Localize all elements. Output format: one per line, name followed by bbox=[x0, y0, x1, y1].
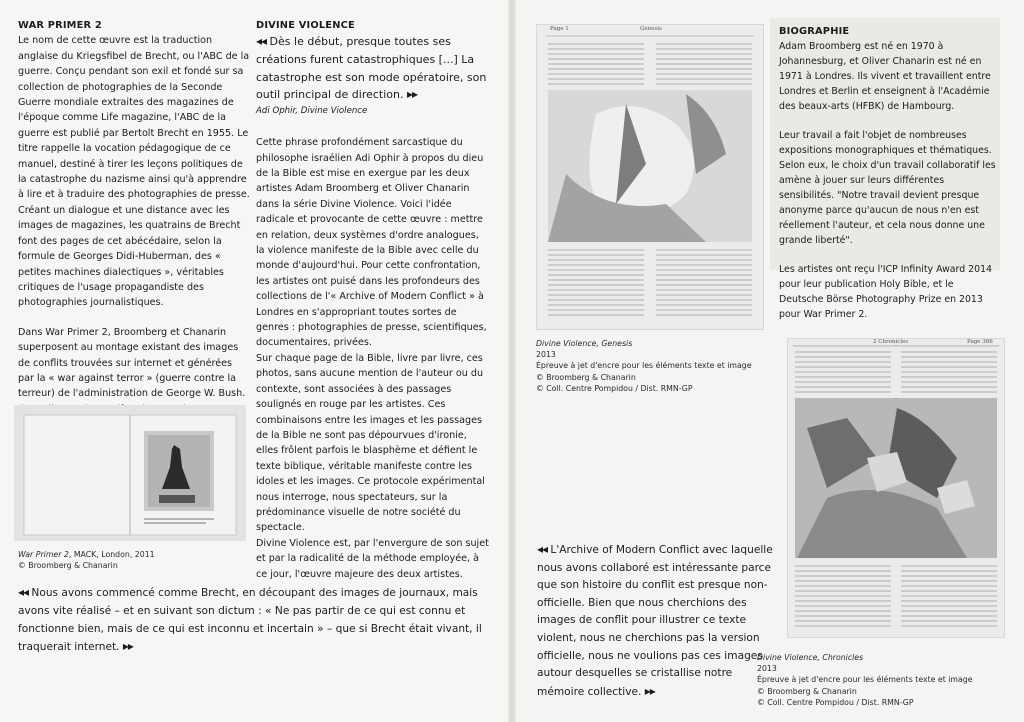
biographie-para-3: Les artistes ont reçu l'ICP Infinity Award 2014 pour leur publication Holy Bible, et le Deutsche Börse Photography Prize en 2013 pour War Primer 2. bbox=[779, 264, 993, 320]
archive-quote bbox=[537, 541, 773, 701]
biographie-section bbox=[779, 24, 997, 322]
divine-violence-quote-text: Dès le début, presque toutes ses créations furent catastrophiques [...] La catastrophe est son mode opératoire, son outil principal de direction. bbox=[256, 35, 487, 102]
brecht-quote-close-mark: ▸▸ bbox=[122, 639, 133, 654]
war-primer-book-image bbox=[14, 405, 246, 541]
chronicles-page-left: 2 Chronicles bbox=[873, 339, 909, 345]
war-primer-heading: WAR PRIMER 2 bbox=[18, 20, 102, 31]
chronicles-caption-year: 2013 bbox=[757, 664, 777, 674]
archive-quote-close-mark: ▸▸ bbox=[644, 683, 655, 698]
chronicles-caption-credit-2: © Coll. Centre Pompidou / Dist. RMN-GP bbox=[757, 697, 914, 707]
biographie-para-2: Leur travail a fait l'objet de nombreuses expositions monographiques et thématiques. Selon eux, le choix d'un travail collaboratif les amène à jouer sur leurs différentes sensibilités. "Notre travail devient presque anonyme parce qu'aucun de nous n'en est réellement l'auteur, et cela nous donne une grande liberté". bbox=[779, 130, 996, 246]
war-primer-caption-title: War Primer 2 bbox=[18, 550, 69, 559]
chronicles-image bbox=[787, 338, 1005, 638]
divine-violence-attribution: Adi Ophir, Divine Violence bbox=[256, 105, 368, 116]
quote-open-mark: ◂◂ bbox=[256, 34, 267, 49]
genesis-image bbox=[536, 24, 764, 330]
genesis-caption-credit-2: © Coll. Centre Pompidou / Dist. RMN-GP bbox=[536, 383, 693, 393]
divine-violence-para-1: Cette phrase profondément sarcastique du philosophe israélien Adi Ophir à propos du dieu de la Bible est mise en exergue par les deux artistes Adam Broomberg et Oliver Chanarin dans la série Divine Violence. Voici l'idée radicale et provocante de cette œuvre : mettre en relation, deux systèmes d'ordre analogues, la violence manifeste de la Bible avec celle du monde d'aujourd'hui. Pour cette confrontation, les artistes ont puisé dans les profondeurs des collections de l'« Archive of Modern Conflict » à Londres en s'appropriant toutes sortes de genres : photographies de presse, scientifiques, documentaires, privées. bbox=[256, 137, 487, 349]
chronicles-caption-medium: Épreuve à jet d'encre pour les éléments texte et image bbox=[757, 675, 973, 685]
genesis-caption bbox=[536, 338, 766, 394]
divine-violence-section bbox=[256, 18, 490, 582]
divine-violence-quote bbox=[256, 33, 490, 103]
biographie-heading: BIOGRAPHIE bbox=[779, 26, 850, 37]
war-primer-caption-credit: © Broomberg & Chanarin bbox=[18, 561, 118, 571]
genesis-caption-year: 2013 bbox=[536, 350, 556, 360]
war-primer-para-2: Dans War Primer 2, Broomberg et Chanarin superposent au montage existant des images de conflits trouvées sur internet et générées par la « war against terror » (guerre contre la terreur) de l'administration de George W. Bush. bbox=[18, 326, 246, 400]
genesis-page-left: Page 1 bbox=[550, 26, 569, 32]
war-primer-para-1: Le nom de cette œuvre est la traduction anglaise du Kriegsfibel de Brecht, ou l'ABC de la guerre. Conçu pendant son exil et fondé sur sa collection de photographies de la Seconde Guerre mondiale extraites des magazines de l'époque comme Life magazine, l'ABC de la guerre est publié par Bertolt Brecht en 1955. Le titre rappelle la vocation pédagogique de ce manuel, destiné à tirer les leçons politiques de la catastrophe du nazisme ainsi qu'à apprendre à lire et à traduire des photographies de presse. Créant un dialogue et une distance avec les images de magazines, les quatrains de Brecht font des pages de cet abécédaire, selon la formule de Georges Didi-Huberman, des « petites machines dialectiques », véritables critiques de l'usage propagandiste des photographies journalistiques. bbox=[18, 35, 250, 309]
page-fold bbox=[508, 0, 516, 722]
genesis-caption-title: Divine Violence, Genesis bbox=[536, 339, 633, 348]
archive-quote-text: L'Archive of Modern Conflict avec laquelle nous avons collaboré est intéressante parce que son histoire du conflit est presque non-officielle. Bien que nous cherchions des images de conflit pour illustrer ce texte violent, nous ne cherchions pas la version officielle, nous ne voulions pas ces images autour desquelles se cristallise notre mémoire collective. bbox=[537, 544, 773, 698]
divine-violence-para-2: Sur chaque page de la Bible, livre par livre, ces photos, sans aucune mention de l'auteur ou du contexte, sont associées à des passages soulignés en rouge par les artistes. Ces combinaisons entre les images et les passages de la Bible ne sont pas dépourvues d'ironie, elles frôlent parfois le blasphème et défient le texte biblique, véritable manifeste contre les idoles et les images. Ce protocole expérimental nous interroge, nous spectateurs, sur la prédominance visuelle de notre société du spectacle. bbox=[256, 352, 485, 534]
brecht-quote-text: Nous avons commencé comme Brecht, en découpant des images de journaux, mais avons vite réalisé – et en suivant son dictum : « Ne pas partir de ce qui est connu et fonctionne bien, mais de ce qui est inconnu et incertain » – que si Brecht était vivant, il traquerait internet. bbox=[18, 587, 482, 654]
war-primer-caption-rest: , MACK, London, 2011 bbox=[68, 550, 155, 559]
chronicles-page-right: Page 366 bbox=[967, 339, 993, 345]
divine-violence-heading: DIVINE VIOLENCE bbox=[256, 20, 355, 31]
divine-violence-para-3: Divine Violence est, par l'envergure de son sujet et par la radicalité de la méthode employée, à ce jour, l'œuvre majeure des deux artistes. bbox=[256, 537, 489, 580]
genesis-caption-medium: Épreuve à jet d'encre pour les éléments texte et image bbox=[536, 361, 752, 371]
archive-quote-open-mark: ◂◂ bbox=[537, 542, 548, 556]
quote-close-mark: ▸▸ bbox=[407, 87, 418, 102]
genesis-caption-credit-1: © Broomberg & Chanarin bbox=[536, 372, 636, 382]
chronicles-caption-credit-1: © Broomberg & Chanarin bbox=[757, 686, 857, 696]
chronicles-caption bbox=[757, 652, 1007, 708]
biographie-para-1: Adam Broomberg est né en 1970 à Johannesburg, et Oliver Chanarin est né en 1971 à Londres. Ils vivent et travaillent entre Londres et Berlin et enseignent à l'Académie des beaux-arts (HFBK) de Hambourg. bbox=[779, 41, 991, 112]
genesis-page-right: Genesis bbox=[640, 26, 662, 32]
war-primer-caption bbox=[18, 549, 250, 571]
brecht-quote-open-mark: ◂◂ bbox=[18, 585, 29, 599]
brecht-quote bbox=[18, 584, 490, 657]
chronicles-caption-title: Divine Violence, Chronicles bbox=[757, 653, 864, 662]
